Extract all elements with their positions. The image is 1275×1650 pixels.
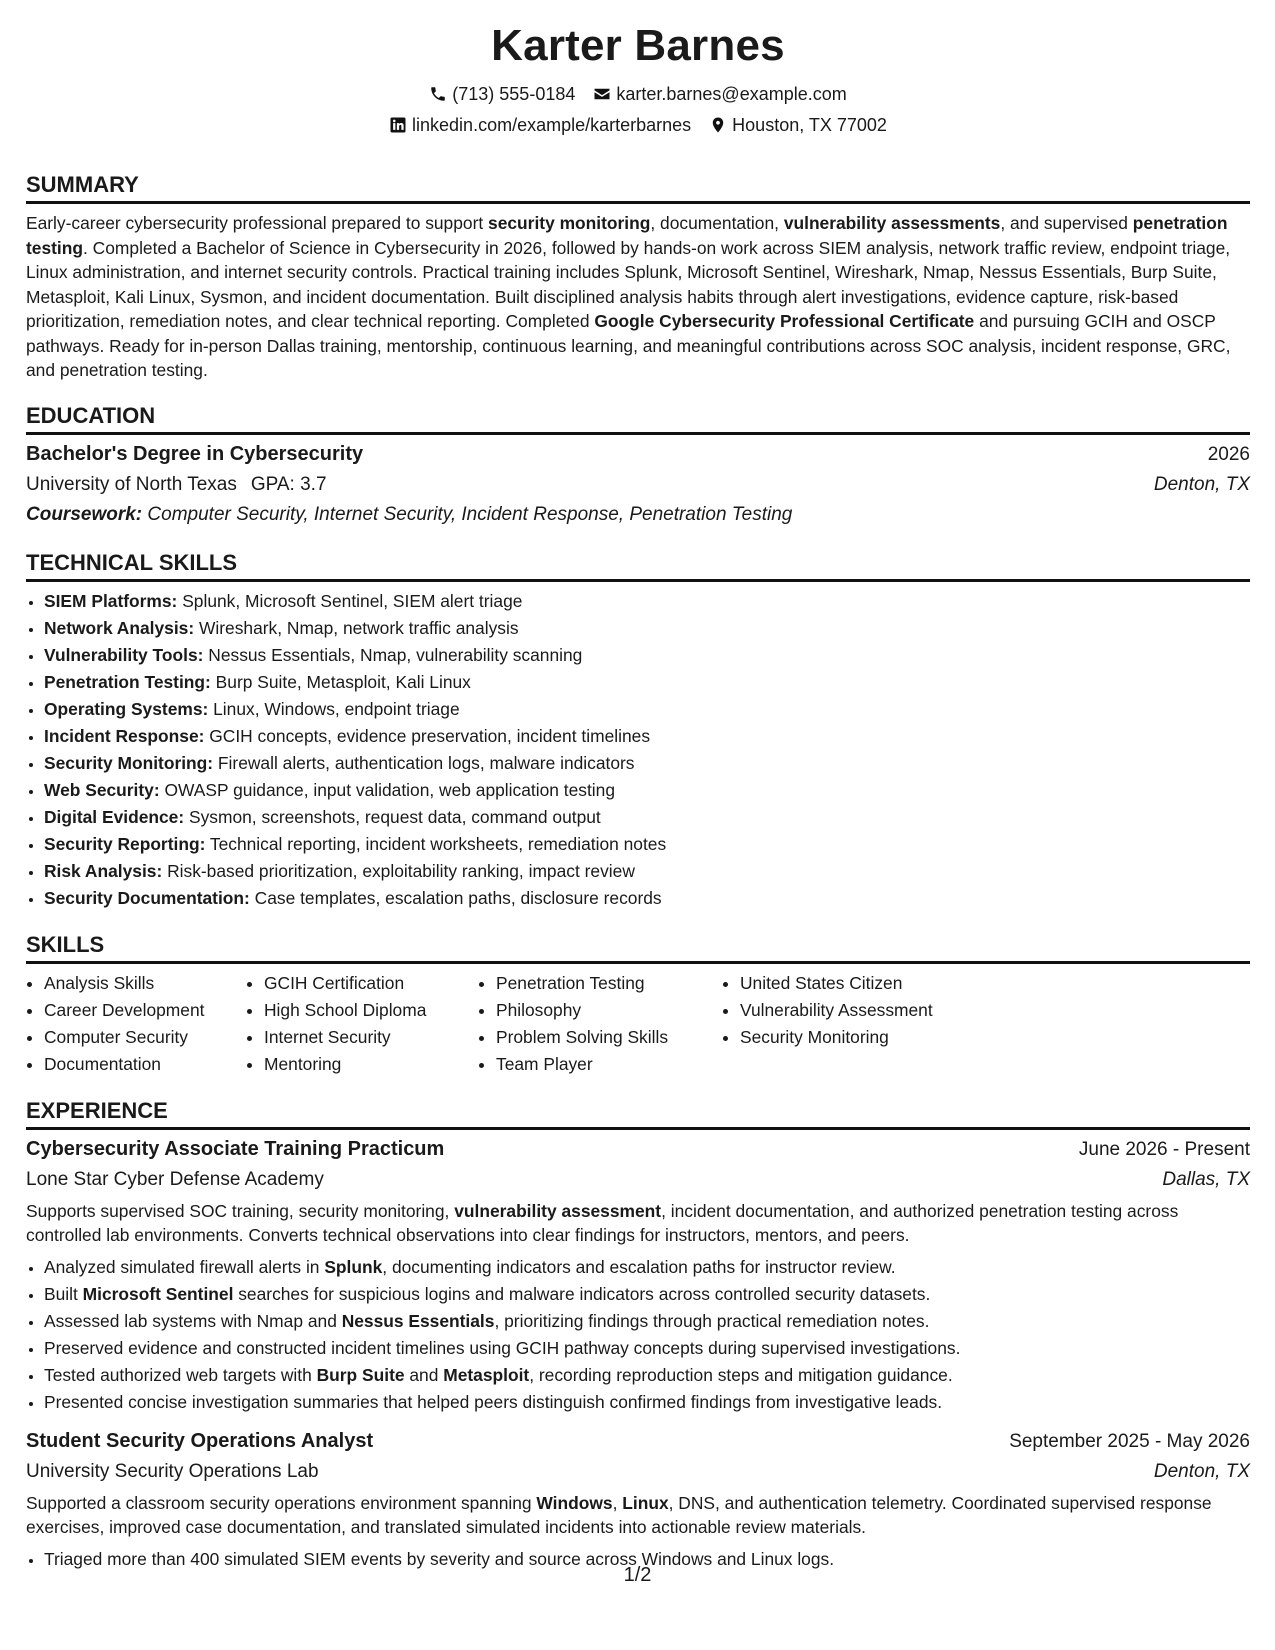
location-text: Houston, TX 77002 bbox=[732, 115, 887, 135]
job-title: Cybersecurity Associate Training Practicum bbox=[26, 1137, 445, 1160]
job-location: Denton, TX bbox=[1153, 1460, 1250, 1482]
list-item: • Analysis Skills bbox=[44, 970, 246, 997]
list-item: • Internet Security bbox=[264, 1024, 478, 1051]
list-item: • Penetration Testing bbox=[496, 970, 722, 997]
page-number: 1/2 bbox=[623, 1564, 652, 1586]
summary-heading: SUMMARY bbox=[26, 172, 1250, 204]
list-item: • Security Monitoring: Firewall alerts, authentication logs, malware indicators bbox=[44, 750, 1250, 777]
list-item: • Philosophy bbox=[496, 997, 722, 1024]
list-item: • Triaged more than 400 simulated SIEM events by severity and source across Windows and Linux logs. bbox=[44, 1546, 1250, 1573]
experience-entry bbox=[26, 1426, 1250, 1573]
list-item: • GCIH Certification bbox=[264, 970, 478, 997]
experience-entry bbox=[26, 1134, 1250, 1416]
list-item: • Risk Analysis: Risk-based prioritization, exploitability ranking, impact review bbox=[44, 858, 1250, 885]
linkedin-icon bbox=[389, 116, 407, 134]
candidate-name: Karter Barnes bbox=[491, 21, 785, 70]
job-title: Student Security Operations Analyst bbox=[26, 1429, 374, 1452]
list-item: • Problem Solving Skills bbox=[496, 1024, 722, 1051]
list-item: • Web Security: OWASP guidance, input validation, web application testing bbox=[44, 777, 1250, 804]
email-text: karter.barnes@example.com bbox=[616, 84, 847, 104]
list-item: • Tested authorized web targets with Burp Suite and Metasploit, recording reproduction steps and mitigation guidance. bbox=[44, 1362, 1250, 1389]
job-organization: Lone Star Cyber Defense Academy bbox=[26, 1168, 324, 1190]
list-item: • Built Microsoft Sentinel searches for suspicious logins and malware indicators across controlled security datasets. bbox=[44, 1281, 1250, 1308]
list-item: • Penetration Testing: Burp Suite, Metasploit, Kali Linux bbox=[44, 669, 1250, 696]
contact-line-2 bbox=[26, 114, 1250, 136]
list-item: • Documentation bbox=[44, 1051, 246, 1078]
phone-text: (713) 555-0184 bbox=[452, 84, 576, 104]
list-item: • Career Development bbox=[44, 997, 246, 1024]
list-item: • Team Player bbox=[496, 1051, 722, 1078]
list-item: • Security Documentation: Case templates, escalation paths, disclosure records bbox=[44, 885, 1250, 912]
list-item: • Security Monitoring bbox=[740, 1024, 1000, 1051]
list-item: • High School Diploma bbox=[264, 997, 478, 1024]
job-dates: September 2025 - May 2026 bbox=[1009, 1430, 1250, 1452]
technical-skills-section bbox=[26, 550, 1250, 912]
skills-column-1 bbox=[26, 970, 246, 1078]
email-contact[interactable] bbox=[593, 83, 846, 105]
skills-section bbox=[26, 932, 1250, 1078]
resume-page bbox=[26, 18, 1250, 1573]
list-item: • Vulnerability Assessment bbox=[740, 997, 1000, 1024]
list-item: • Assessed lab systems with Nmap and Nessus Essentials, prioritizing findings through practical remediation notes. bbox=[44, 1308, 1250, 1335]
list-item: • Security Reporting: Technical reporting, incident worksheets, remediation notes bbox=[44, 831, 1250, 858]
technical-skills-list bbox=[26, 588, 1250, 912]
job-dates: June 2026 - Present bbox=[1078, 1138, 1250, 1160]
job-description: Supported a classroom security operations environment spanning Windows, Linux, DNS, and authentication telemetry. Coordinated supervised response exercises, improved case documentation, and translated simulated incidents into actionable review materials. bbox=[26, 1492, 1212, 1537]
experience-section bbox=[26, 1098, 1250, 1573]
skills-column-3 bbox=[478, 970, 722, 1078]
list-item: • Operating Systems: Linux, Windows, endpoint triage bbox=[44, 696, 1250, 723]
graduation-year: 2026 bbox=[1207, 443, 1250, 465]
list-item: • Network Analysis: Wireshark, Nmap, network traffic analysis bbox=[44, 615, 1250, 642]
location-contact bbox=[709, 114, 887, 136]
coursework: Coursework: Computer Security, Internet Security, Incident Response, Penetration Testing bbox=[26, 503, 793, 525]
job-organization: University Security Operations Lab bbox=[26, 1460, 319, 1482]
job-description: Supports supervised SOC training, security monitoring, vulnerability assessment, incident documentation, and authorized penetration testing across controlled lab environments. Converts technical observations into clear findings for instructors, mentors, and peers. bbox=[26, 1200, 1179, 1245]
list-item: • United States Citizen bbox=[740, 970, 1000, 997]
skills-column-2 bbox=[246, 970, 478, 1078]
list-item: • Preserved evidence and constructed incident timelines using GCIH pathway concepts during supervised investigations. bbox=[44, 1335, 1250, 1362]
phone-contact[interactable] bbox=[429, 83, 575, 105]
list-item: • Presented concise investigation summaries that helped peers distinguish confirmed findings from investigative leads. bbox=[44, 1389, 1250, 1416]
summary-section bbox=[26, 172, 1250, 383]
education-section bbox=[26, 403, 1250, 530]
map-pin-icon bbox=[709, 116, 727, 134]
school-location: Denton, TX bbox=[1153, 473, 1250, 495]
list-item: • Mentoring bbox=[264, 1051, 478, 1078]
phone-icon bbox=[429, 85, 447, 103]
job-bullets bbox=[26, 1254, 1250, 1416]
contact-line-1 bbox=[26, 83, 1250, 105]
technical-skills-heading: TECHNICAL SKILLS bbox=[26, 550, 1250, 582]
education-heading: EDUCATION bbox=[26, 403, 1250, 435]
list-item: • Analyzed simulated firewall alerts in Splunk, documenting indicators and escalation paths for instructor review. bbox=[44, 1254, 1250, 1281]
resume-header bbox=[26, 18, 1250, 136]
school-name: University of North Texas GPA: 3.7 bbox=[26, 473, 327, 495]
skills-grid bbox=[26, 970, 1250, 1078]
list-item: • SIEM Platforms: Splunk, Microsoft Sentinel, SIEM alert triage bbox=[44, 588, 1250, 615]
summary-paragraph: Early-career cybersecurity professional prepared to support security monitoring, documentation, vulnerability assessments, and supervised penetration testing. Completed a Bachelor of Science in Cybersecurity in 2026, followed by hands-on work across SIEM analysis, network traffic review, endpoint triage, Linux administration, and internet security controls. Practical training includes Splunk, Microsoft Sentinel, Wireshark, Nmap, Nessus Essentials, Burp Suite, Metasploit, Kali Linux, Sysmon, and incident documentation. Built disciplined analysis habits through alert investigations, evidence capture, risk-based prioritization, remediation notes, and clear technical reporting. Completed Google Cybersecurity Professional Certificate and pursuing GCIH and OSCP pathways. Ready for in-person Dallas training, mentorship, continuous learning, and meaningful contributions across SOC analysis, incident response, GRC, and penetration testing. bbox=[26, 213, 1231, 380]
list-item: • Digital Evidence: Sysmon, screenshots, request data, command output bbox=[44, 804, 1250, 831]
envelope-icon bbox=[593, 85, 611, 103]
gpa: GPA: 3.7 bbox=[250, 473, 327, 495]
education-entry bbox=[26, 439, 1250, 530]
list-item: • Vulnerability Tools: Nessus Essentials, Nmap, vulnerability scanning bbox=[44, 642, 1250, 669]
degree-title: Bachelor's Degree in Cybersecurity bbox=[26, 442, 364, 465]
skills-heading: SKILLS bbox=[26, 932, 1250, 964]
skills-column-4 bbox=[722, 970, 1000, 1078]
list-item: • Computer Security bbox=[44, 1024, 246, 1051]
linkedin-contact[interactable] bbox=[389, 114, 691, 136]
list-item: • Incident Response: GCIH concepts, evidence preservation, incident timelines bbox=[44, 723, 1250, 750]
job-location: Dallas, TX bbox=[1162, 1168, 1250, 1190]
linkedin-text: linkedin.com/example/karterbarnes bbox=[412, 115, 692, 135]
experience-heading: EXPERIENCE bbox=[26, 1098, 1250, 1130]
